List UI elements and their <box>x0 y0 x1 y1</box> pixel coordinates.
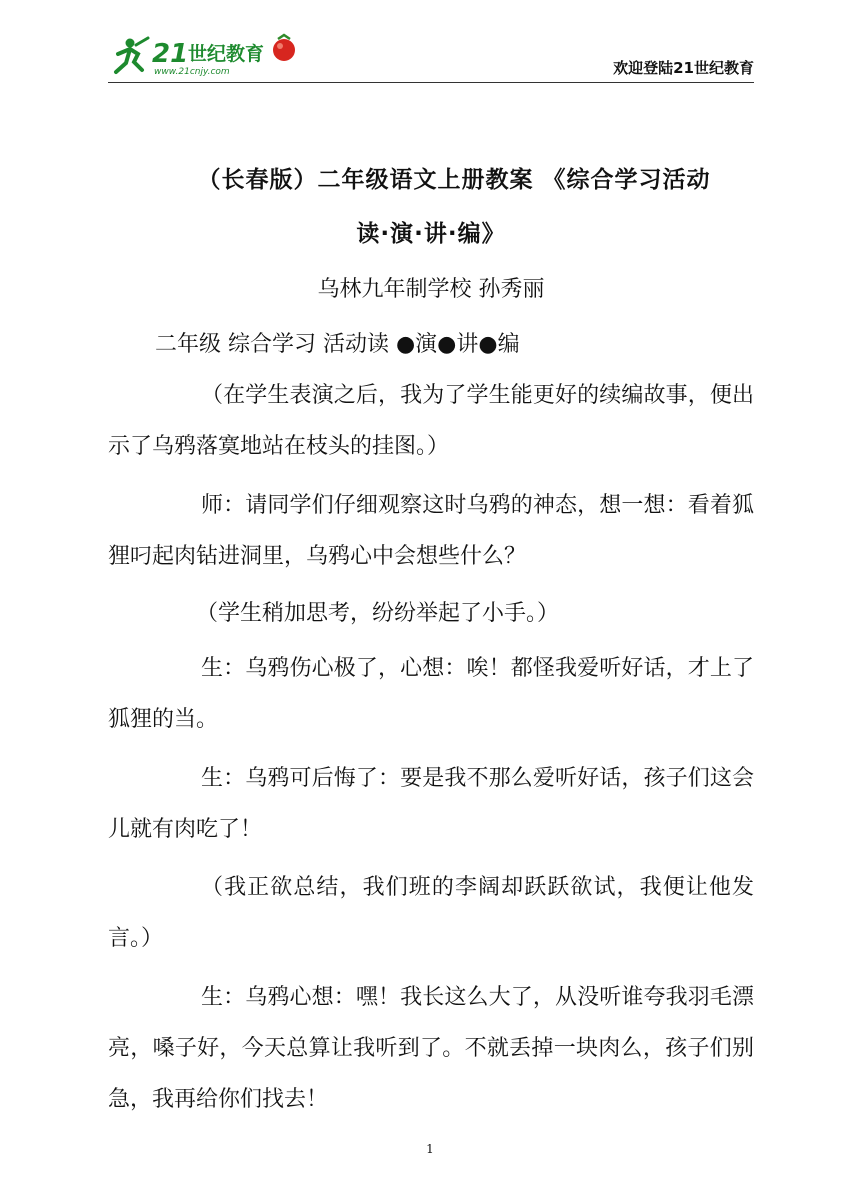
paragraph: 生：乌鸦伤心极了，心想：唉！都怪我爱听好话，才上了狐狸的当。 <box>108 656 754 732</box>
21cnjy-logo <box>108 30 308 80</box>
page-header <box>108 28 754 83</box>
author-line: 乌林九年制学校 孙秀丽 <box>317 277 545 302</box>
tomato-icon <box>273 35 295 61</box>
svg-text:世纪教育: 世纪教育 <box>188 43 265 65</box>
runner-icon <box>116 38 148 72</box>
title-line-2: 读·演·讲·编》 <box>356 221 506 247</box>
paragraph: （我正欲总结，我们班的李阔却跃跃欲试，我便让他发言。） <box>108 875 754 951</box>
header-welcome-text: 欢迎登陆21世纪教育 <box>613 59 754 77</box>
paragraph: （学生稍加思考，纷纷举起了小手。） <box>196 601 560 626</box>
page-number: 1 <box>426 1142 434 1156</box>
paragraph: 生：乌鸦可后悔了：要是我不那么爱听好话，孩子们这会儿就有肉吃了！ <box>108 766 754 842</box>
paragraph: 师：请同学们仔细观察这时乌鸦的神态，想一想：看着狐狸叼起肉钻进洞里，乌鸦心中会想些什么？ <box>108 493 754 569</box>
paragraph: （在学生表演之后，我为了学生能更好的续编故事，便出示了乌鸦落寞地站在枝头的挂图。） <box>108 383 754 459</box>
paragraph: 生：乌鸦心想：嘿！我长这么大了，从没听谁夸我羽毛漂亮，嗓子好，今天总算让我听到了。不就丢掉一块肉么，孩子们别急，我再给你们找去！ <box>108 985 754 1112</box>
title-line-1: （长春版）二年级语文上册教案 《综合学习活动 <box>197 167 711 193</box>
svg-text:www.21cnjy.com: www.21cnjy.com <box>154 67 230 77</box>
subject-line: 二年级 综合学习 活动读 ●演●讲●编 <box>155 332 520 357</box>
svg-text:21: 21 <box>152 39 189 69</box>
